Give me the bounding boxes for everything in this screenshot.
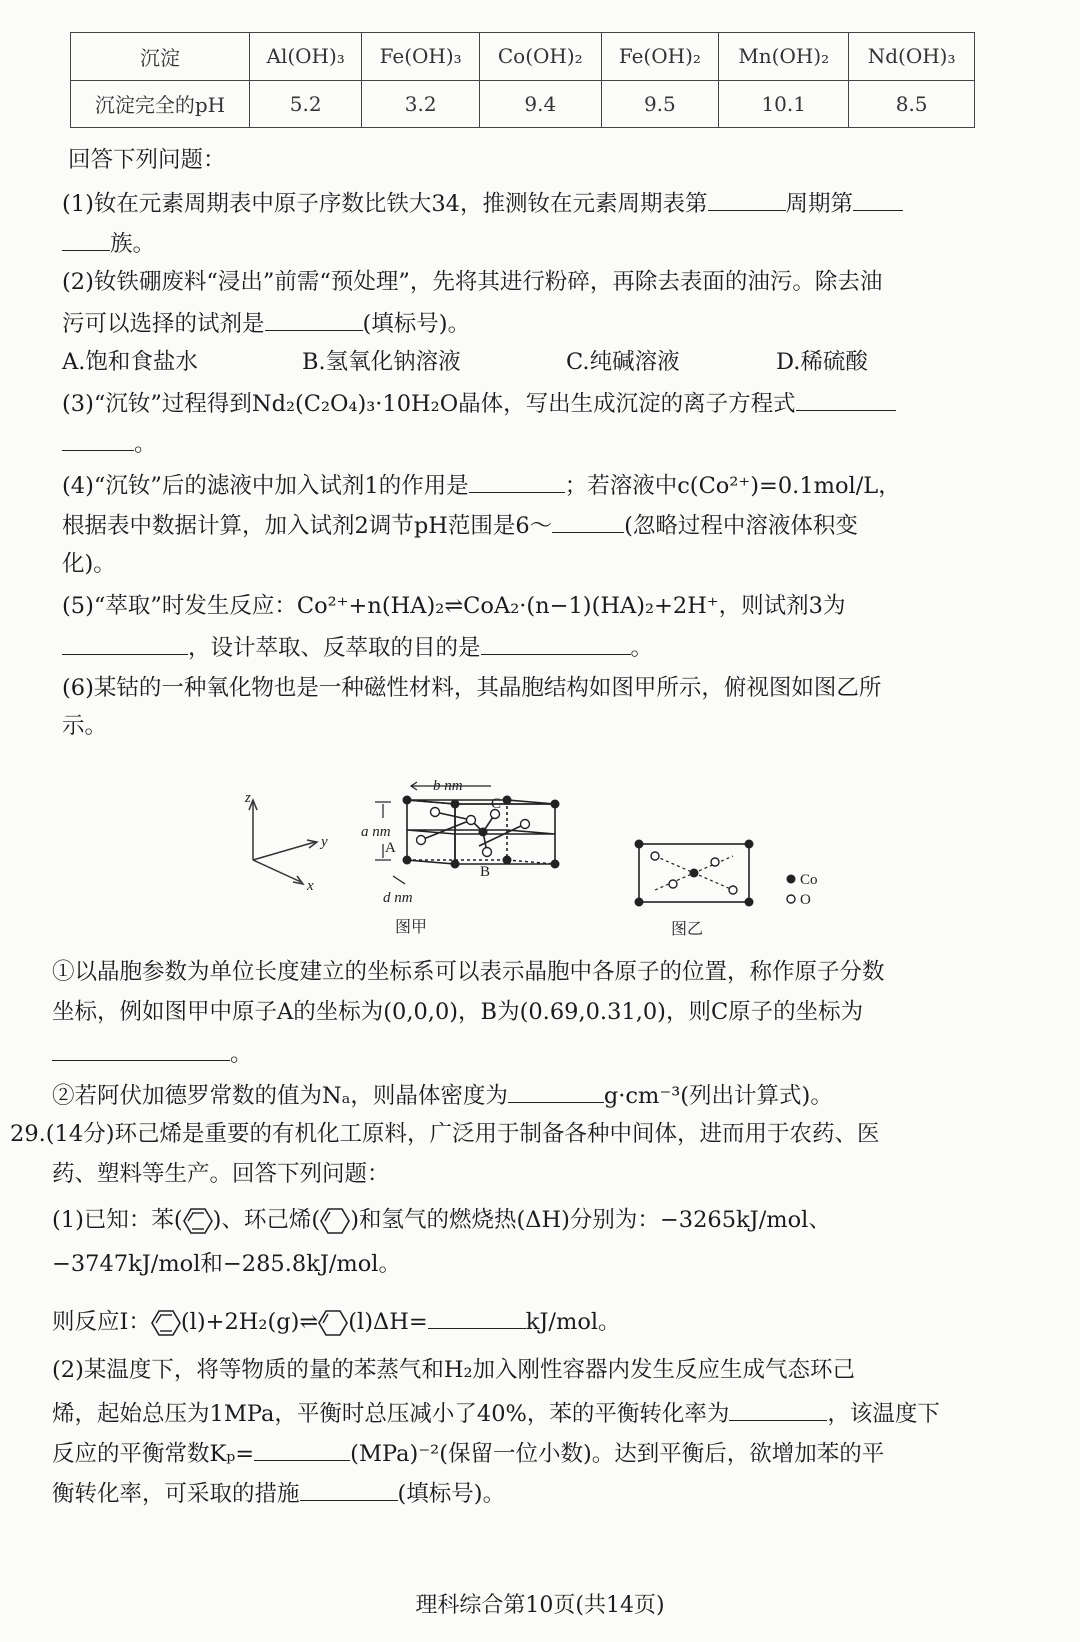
table-header-cell: Mn(OH)₂ <box>719 33 849 81</box>
answer-blank[interactable] <box>552 510 624 533</box>
axes-icon <box>249 800 317 884</box>
legend-o: O <box>800 892 811 908</box>
question-2-line-2: 污可以选择的试剂是 (填标号)。 <box>62 308 1080 338</box>
intro-text: 回答下列问题： <box>68 147 226 173</box>
answer-blank[interactable] <box>52 1038 230 1061</box>
question-6-1-line-2: 坐标，例如图甲中原子A的坐标为(0,0,0)，B为(0.69,0.31,0)，则C原子的坐标为 <box>52 999 864 1025</box>
table-header-cell: 沉淀 <box>71 33 250 81</box>
top-view-icon <box>635 840 754 907</box>
cyclohexene-icon <box>318 1309 348 1337</box>
question-29-2-line-4: 衡转化率，可采取的措施 (填标号)。 <box>52 1478 1080 1508</box>
table-cell: 9.5 <box>601 80 719 128</box>
question-29-line-1: 29.(14分)环己烯是重要的有机化工原料，广泛用于制备各种中间体，进而用于农药、医 <box>10 1121 880 1147</box>
label-b: b nm <box>433 778 463 794</box>
question-6-line-2: 示。 <box>62 713 108 739</box>
question-3-line-2: 。 <box>62 428 1080 458</box>
answer-blank[interactable] <box>481 632 631 655</box>
answer-blank[interactable] <box>265 308 363 331</box>
answer-blank[interactable] <box>508 1080 604 1103</box>
question-5-line-1: (5)“萃取”时发生反应：Co²⁺+n(HA)₂⇌CoA₂·(n−1)(HA)₂+2H⁺，则试剂3为 <box>62 593 846 619</box>
question-6-1-line-1: ①以晶胞参数为单位长度建立的坐标系可以表示晶胞中各原子的位置，称作原子分数 <box>52 959 885 985</box>
table-cell: 8.5 <box>849 80 975 128</box>
ph-table <box>70 32 975 128</box>
caption-fig-jia: 图甲 <box>395 919 428 936</box>
table-header-cell: Fe(OH)₂ <box>601 33 719 81</box>
axis-label-y: y <box>321 834 328 850</box>
table-cell: 5.2 <box>250 80 362 128</box>
answer-blank[interactable] <box>796 388 896 411</box>
question-1-line-2: 族。 <box>62 228 1080 258</box>
question-6-2-line: ②若阿伏加德罗常数的值为Nₐ，则晶体密度为 g·cm⁻³(列出计算式)。 <box>52 1080 1080 1110</box>
reaction-line: 则反应Ⅰ： (l)+2H₂(g)⇌ (l)ΔH= kJ/mol。 <box>52 1306 1080 1337</box>
question-29-1-line-2: −3747kJ/mol和−285.8kJ/mol。 <box>52 1251 402 1277</box>
cyclohexene-icon <box>320 1207 350 1235</box>
table-row-label: 沉淀完全的pH <box>71 80 250 128</box>
table-cell: 3.2 <box>362 80 480 128</box>
answer-blank[interactable] <box>428 1306 526 1329</box>
label-atom-c: C <box>491 796 502 812</box>
answer-blank[interactable] <box>469 470 565 493</box>
answer-blank[interactable] <box>300 1478 398 1501</box>
label-d: d nm <box>383 890 413 906</box>
question-5-line-2: ，设计萃取、反萃取的目的是 。 <box>62 632 1080 662</box>
answer-blank[interactable] <box>729 1398 827 1421</box>
question-29-2-line-2: 烯，起始总压为1MPa，平衡时总压减小了40%，苯的平衡转化率为 ，该温度下 <box>52 1398 1080 1428</box>
question-4-line-2: 根据表中数据计算，加入试剂2调节pH范围是6～ (忽略过程中溶液体积变 <box>62 510 1080 540</box>
question-6-line-1: (6)某钴的一种氧化物也是一种磁性材料，其晶胞结构如图甲所示，俯视图如图乙所 <box>62 675 882 701</box>
answer-blank[interactable] <box>254 1438 350 1461</box>
page-footer: 理科综合第10页(共14页) <box>415 1593 665 1618</box>
question-6-1-line-3: 。 <box>52 1038 1080 1068</box>
question-29-line-2: 药、塑料等生产。回答下列问题： <box>52 1161 390 1187</box>
label-atom-a: A <box>385 840 396 856</box>
question-2-options <box>62 348 1080 376</box>
axis-label-x: x <box>307 878 314 894</box>
question-3-line-1: (3)“沉钕”过程得到Nd₂(C₂O₄)₃·10H₂O晶体，写出生成沉淀的离子方程式 <box>62 388 1080 418</box>
table-header-cell: Nd(OH)₃ <box>849 33 975 81</box>
table-header-cell: Fe(OH)₃ <box>362 33 480 81</box>
crystal-figure <box>235 760 835 950</box>
option-d[interactable]: D.稀硫酸 <box>776 349 868 375</box>
table-header-cell: Al(OH)₃ <box>250 33 362 81</box>
table-header-cell: Co(OH)₂ <box>480 33 602 81</box>
answer-blank[interactable] <box>708 188 786 211</box>
answer-blank[interactable] <box>62 228 110 251</box>
table-cell: 9.4 <box>480 80 602 128</box>
question-29-1-line-1: (1)已知：苯( )、环己烯( )和氢气的燃烧热(ΔH)分别为：−3265kJ/mol、 <box>52 1207 831 1233</box>
answer-blank[interactable] <box>62 428 134 451</box>
caption-fig-yi: 图乙 <box>671 921 704 938</box>
question-4-line-1: (4)“沉钕”后的滤液中加入试剂1的作用是 ；若溶液中c(Co²⁺)=0.1mol/L， <box>62 470 1080 500</box>
answer-blank[interactable] <box>62 632 188 655</box>
table-cell: 10.1 <box>719 80 849 128</box>
question-2-line-1: (2)钕铁硼废料“浸出”前需“预处理”，先将其进行粉碎，再除去表面的油污。除去油 <box>62 269 883 295</box>
question-29-2-line-1: (2)某温度下，将等物质的量的苯蒸气和H₂加入刚性容器内发生反应生成气态环己 <box>52 1357 856 1383</box>
legend <box>787 872 818 908</box>
table-header-row <box>71 33 975 81</box>
question-29-2-line-3: 反应的平衡常数Kₚ= (MPa)⁻²(保留一位小数)。达到平衡后，欲增加苯的平 <box>52 1438 1080 1468</box>
option-b[interactable]: B.氢氧化钠溶液 <box>302 349 461 375</box>
question-1-line-1: (1)钕在元素周期表中原子序数比铁大34，推测钕在元素周期表第 周期第 <box>62 188 1080 218</box>
option-c[interactable]: C.纯碱溶液 <box>566 349 680 375</box>
benzene-icon <box>183 1207 213 1235</box>
label-atom-b: B <box>480 864 491 880</box>
legend-co: Co <box>800 872 818 888</box>
axis-label-z: z <box>245 790 251 806</box>
table-row <box>71 80 975 128</box>
answer-blank[interactable] <box>853 188 903 211</box>
benzene-icon <box>151 1309 181 1337</box>
option-a[interactable]: A.饱和食盐水 <box>62 349 198 375</box>
label-a: a nm <box>361 824 391 840</box>
question-4-line-3: 化)。 <box>62 551 116 577</box>
